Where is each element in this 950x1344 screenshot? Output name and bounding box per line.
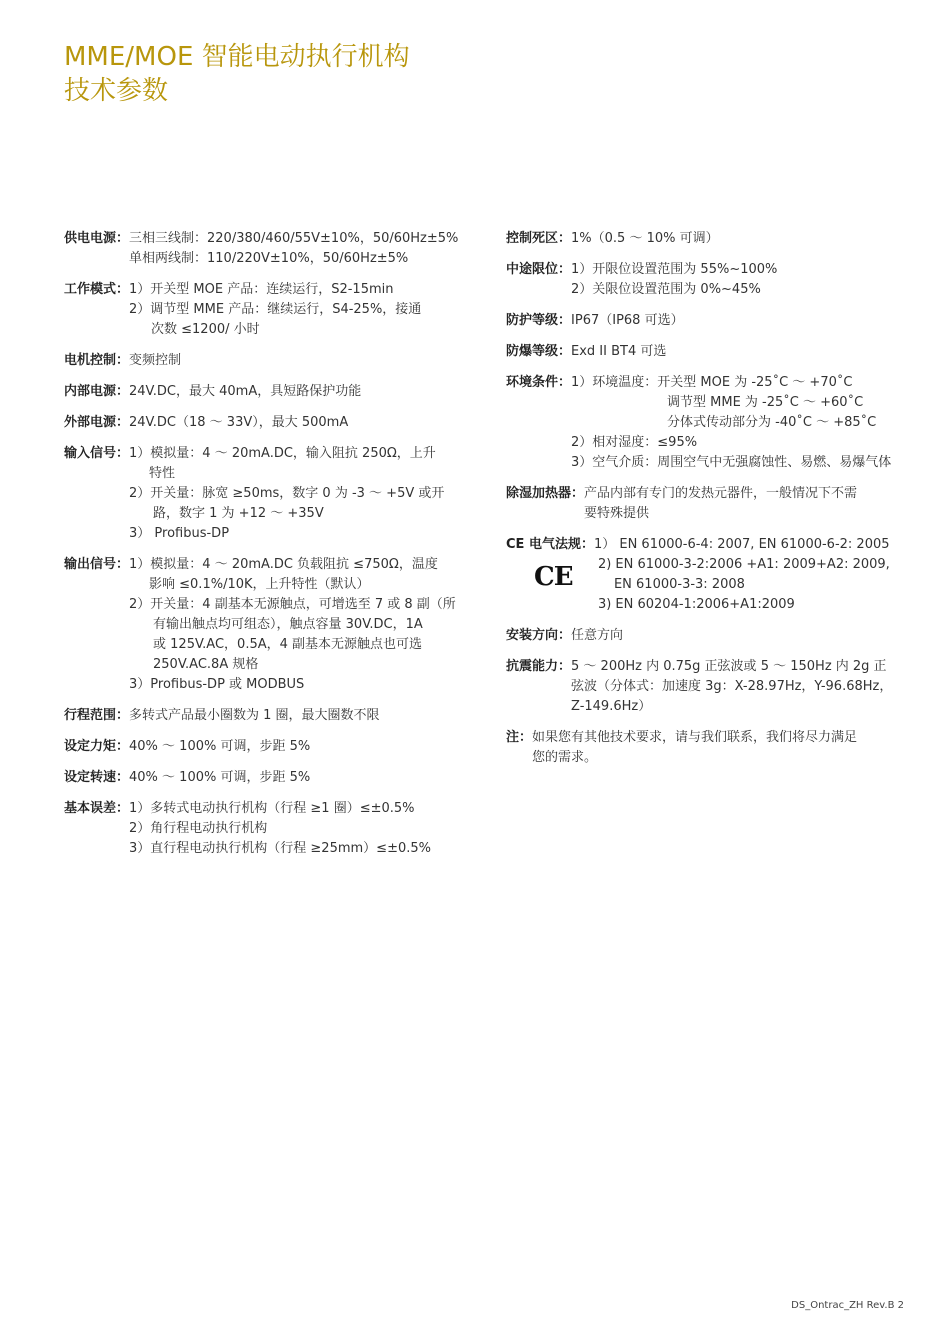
spec-label: 控制死区： [506,231,572,246]
spec-power-supply [64,229,462,269]
spec-line: 24V.DC，最大 40mA，具短路保护功能 [129,384,362,399]
spec-line: 1） EN 61000-6-4: 2007, EN 61000-6-2: 2005 [593,537,890,552]
spec-line: 调节型 MME 为 -25˚C ～ +60˚C [667,395,864,410]
spec-line: 2）开关量：4 副基本无源触点，可增选至 7 或 8 副（所 [129,597,456,612]
spec-line: 1）开限位设置范围为 55%~100% [571,262,778,277]
spec-line: 2) EN 61000-3-2:2006 +A1: 2009+A2: 2009, [597,557,890,572]
spec-line: 250V.AC.8A 规格 [153,657,259,672]
left-column [64,229,462,870]
spec-line: 3） Profibus-DP [129,526,230,541]
title-line-1: MME/MOE 智能电动执行机构 [64,42,410,72]
right-column [506,229,904,779]
spec-line: 24V.DC（18 ～ 33V），最大 500mA [129,415,349,430]
spec-line: IP67（IP68 可选） [571,313,684,328]
spec-label: 电机控制： [64,353,130,368]
spec-line: 弦波（分体式：加速度 3g：X-28.97Hz，Y-96.68Hz， [571,679,893,694]
spec-travel-range [64,706,462,726]
spec-label: 工作模式： [64,282,130,297]
spec-label: 防护等级： [506,313,572,328]
spec-label: 行程范围： [64,708,130,723]
title-line-2: 技术参数 [64,76,169,106]
spec-line: 2）开关量：脉宽 ≥50ms，数字 0 为 -3 ～ +5V 或开 [129,486,445,501]
spec-label: 输入信号： [64,446,130,461]
spec-line: 特性 [149,466,176,481]
page-footer: DS_Ontrac_ZH Rev.B 2 [791,1300,904,1311]
spec-line: 40% ～ 100% 可调，步距 5% [129,739,311,754]
spec-basic-error [64,799,462,859]
spec-output-signal [64,555,462,695]
spec-line: Z-149.6Hz） [571,699,652,714]
spec-motor-control [64,351,462,371]
spec-line: 1）开关型 MOE 产品：连续运行，S2-15min [129,282,394,297]
spec-line: 3) EN 60204-1:2006+A1:2009 [597,597,795,612]
spec-line: 变频控制 [129,353,182,368]
spec-line: 如果您有其他技术要求，请与我们联系，我们将尽力满足 [532,730,858,745]
spec-external-power [64,413,462,433]
spec-vibration [506,657,904,717]
spec-line: 1）模拟量：4 ～ 20mA.DC，输入阻抗 250Ω，上升 [129,446,436,461]
spec-internal-power [64,382,462,402]
spec-environment [506,373,904,473]
spec-input-signal [64,444,462,544]
ce-mark-icon: CE [534,562,573,592]
spec-line: 三相三线制：220/380/460/55V±10%，50/60Hz±5% [129,231,459,246]
spec-line: 多转式产品最小圈数为 1 圈，最大圈数不限 [129,708,380,723]
spec-label: 注： [506,730,533,745]
spec-label: 外部电源： [64,415,130,430]
spec-line: 要特殊提供 [584,506,650,521]
spec-label: 抗震能力： [506,659,572,674]
spec-note [506,728,904,768]
spec-line: 您的需求。 [532,750,598,765]
spec-label: 内部电源： [64,384,130,399]
spec-label: 环境条件： [506,375,572,390]
spec-set-speed [64,768,462,788]
spec-operating-mode [64,280,462,340]
spec-label: CE 电气法规： [506,537,594,552]
spec-line: 影响 ≤0.1%/10K，上升特性（默认） [149,577,370,592]
spec-protection-class [506,311,904,331]
spec-mid-travel-limit [506,260,904,300]
spec-line: 2）调节型 MME 产品：继续运行，S4-25%，接通 [129,302,422,317]
spec-label: 中途限位： [506,262,572,277]
spec-set-torque [64,737,462,757]
spec-line: 或 125V.AC，0.5A，4 副基本无源触点也可选 [153,637,423,652]
spec-line: 2）角行程电动执行机构 [129,821,268,836]
spec-line: 2）相对湿度：≤95% [571,435,698,450]
spec-label: 输出信号： [64,557,130,572]
spec-line: 1）模拟量：4 ～ 20mA.DC 负载阻抗 ≤750Ω，温度 [129,557,438,572]
spec-label: 基本误差： [64,801,130,816]
spec-explosion-class [506,342,904,362]
spec-line: 次数 ≤1200/ 小时 [151,322,260,337]
spec-line: 1）多转式电动执行机构（行程 ≥1 圈）≤±0.5% [129,801,415,816]
page-title [64,40,410,108]
spec-label: 安装方向： [506,628,572,643]
spec-line: 2）关限位设置范围为 0%~45% [571,282,761,297]
spec-label: 设定力矩： [64,739,130,754]
spec-label: 供电电源： [64,231,130,246]
spec-line: 有输出触点均可组态），触点容量 30V.DC，1A [153,617,423,632]
spec-line: 3）空气介质：周围空气中无强腐蚀性、易燃、易爆气体 [571,455,892,470]
spec-line: 3）Profibus-DP 或 MODBUS [129,677,305,692]
spec-deadband [506,229,904,249]
spec-line: 单相两线制：110/220V±10%，50/60Hz±5% [129,251,409,266]
spec-line: 3）直行程电动执行机构（行程 ≥25mm）≤±0.5% [129,841,431,856]
spec-label: 防爆等级： [506,344,572,359]
spec-line: 产品内部有专门的发热元器件，一般情况下不需 [584,486,858,501]
spec-line: 路，数字 1 为 +12 ～ +35V [153,506,324,521]
spec-line: 40% ～ 100% 可调，步距 5% [129,770,311,785]
spec-line: 5 ～ 200Hz 内 0.75g 正弦波或 5 ～ 150Hz 内 2g 正 [571,659,887,674]
spec-line: 1%（0.5 ～ 10% 可调） [571,231,719,246]
spec-line: EN 61000-3-3: 2008 [613,577,745,592]
spec-line: Exd II BT4 可选 [571,344,667,359]
spec-line: 分体式传动部分为 -40˚C ～ +85˚C [667,415,877,430]
spec-line: 任意方向 [571,628,624,643]
spec-label: 设定转速： [64,770,130,785]
spec-line: 1）环境温度：开关型 MOE 为 -25˚C ～ +70˚C [571,375,853,390]
spec-heater [506,484,904,524]
spec-mounting-direction [506,626,904,646]
spec-label: 除湿加热器： [506,486,585,501]
